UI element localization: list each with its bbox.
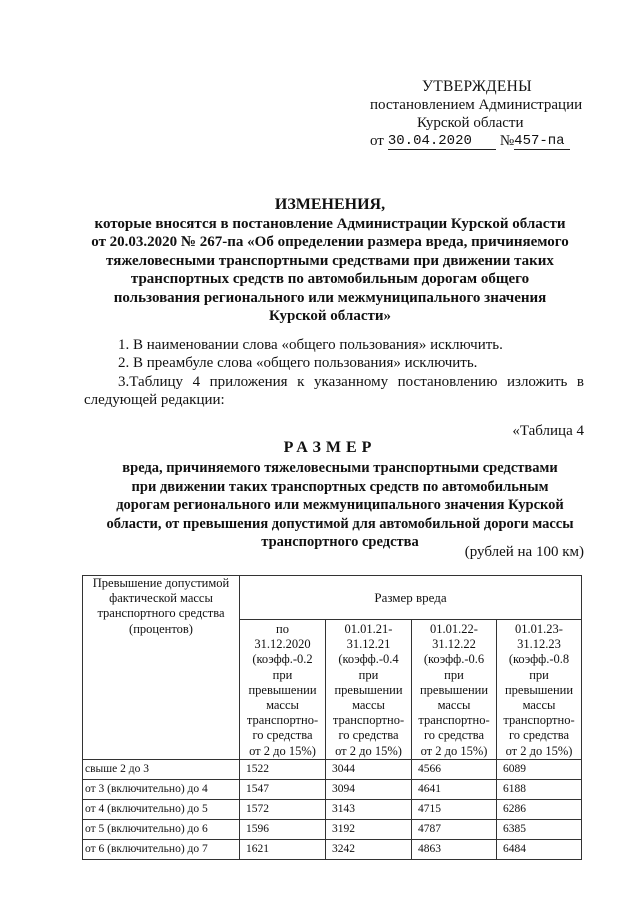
approval-block bbox=[370, 78, 590, 150]
cell-value: 1572 bbox=[240, 799, 326, 819]
cell-value: 3044 bbox=[326, 759, 412, 779]
cell-value: 4787 bbox=[412, 819, 497, 839]
period-header-3: 01.01.22- 31.12.22 (коэфф.-0.6 при превышении массы транспортно- го средства от 2 до 15%) bbox=[412, 620, 497, 760]
cell-value: 3242 bbox=[326, 839, 412, 859]
header-row bbox=[83, 576, 582, 620]
approval-title: УТВЕРЖДЕНЫ bbox=[422, 78, 532, 95]
heading-line-2: которые вносятся в постановление Администрации Курской области bbox=[94, 215, 566, 232]
cell-value: 4863 bbox=[412, 839, 497, 859]
table-row bbox=[83, 759, 582, 779]
group-header: Размер вреда bbox=[240, 576, 582, 620]
approval-date-line bbox=[370, 132, 590, 150]
heading-line-6: пользования регионального или межмуниципального значения bbox=[113, 289, 547, 306]
heading-line-1: ИЗМЕНЕНИЯ, bbox=[274, 196, 386, 213]
cell-value: 1547 bbox=[240, 779, 326, 799]
item-3-line-2: следующей редакции: bbox=[84, 392, 225, 408]
item-3-line-1: 3.Таблицу 4 приложения к указанному постановлению изложить в bbox=[118, 374, 584, 390]
row-label: свыше 2 до 3 bbox=[83, 759, 240, 779]
table-subtitle bbox=[95, 459, 585, 552]
period-header-2: 01.01.21- 31.12.21 (коэфф.-0.4 при превышении массы транспортно- го средства от 2 до 15%) bbox=[326, 620, 412, 760]
document-heading bbox=[70, 196, 590, 326]
heading-line-5: транспортных средств по автомобильным дорогам общего bbox=[130, 271, 530, 287]
table-label: «Таблица 4 bbox=[512, 423, 584, 439]
cell-value: 1596 bbox=[240, 819, 326, 839]
cell-value: 6385 bbox=[497, 819, 582, 839]
subtitle-line-5: транспортного средства bbox=[261, 534, 419, 550]
period-header-4: 01.01.23- 31.12.23 (коэфф.-0.8 при превышении массы транспортно- го средства от 2 до 15%) bbox=[497, 620, 582, 760]
cell-value: 4641 bbox=[412, 779, 497, 799]
subtitle-line-4: области, от превышения допустимой для автомобильной дороги массы bbox=[106, 515, 574, 532]
cell-value: 3143 bbox=[326, 799, 412, 819]
cell-value: 3192 bbox=[326, 819, 412, 839]
approval-line-2: Курской области bbox=[417, 115, 524, 131]
item-2: 2. В преамбуле слова «общего пользования» исключить. bbox=[118, 355, 478, 371]
cell-value: 6089 bbox=[497, 759, 582, 779]
razmer-title: РАЗМЕР bbox=[283, 439, 377, 456]
table-row bbox=[83, 799, 582, 819]
cell-value: 6484 bbox=[497, 839, 582, 859]
heading-line-4: тяжеловесными транспортными средствами при движении таких bbox=[106, 252, 554, 269]
heading-line-3: от 20.03.2020 № 267-па «Об определении размера вреда, причиняемого bbox=[91, 234, 569, 250]
approval-line-1: постановлением Администрации bbox=[370, 97, 583, 113]
cell-value: 3094 bbox=[326, 779, 412, 799]
row-label: от 4 (включительно) до 5 bbox=[83, 799, 240, 819]
row-label: от 5 (включительно) до 6 bbox=[83, 819, 240, 839]
row-label: от 6 (включительно) до 7 bbox=[83, 839, 240, 859]
table-row bbox=[83, 819, 582, 839]
approval-number: 457-па bbox=[514, 133, 570, 150]
subtitle-line-1: вреда, причиняемого тяжеловесными транспортными средствами bbox=[122, 460, 558, 476]
cell-value: 1522 bbox=[240, 759, 326, 779]
item-1: 1. В наименовании слова «общего пользования» исключить. bbox=[118, 337, 503, 353]
row-label: от 3 (включительно) до 4 bbox=[83, 779, 240, 799]
cell-value: 6188 bbox=[497, 779, 582, 799]
cell-value: 1621 bbox=[240, 839, 326, 859]
subtitle-line-3: дорогам регионального или межмуниципального значения Курской bbox=[116, 497, 564, 513]
approval-date: 30.04.2020 bbox=[388, 133, 496, 150]
period-header-1: по 31.12.2020 (коэфф.-0.2 при превышении массы транспортно- го средства от 2 до 15%) bbox=[240, 620, 326, 760]
harm-table bbox=[82, 575, 582, 860]
unit-note: (рублей на 100 км) bbox=[464, 544, 584, 560]
number-prefix: № bbox=[499, 133, 515, 149]
date-prefix: от bbox=[370, 133, 384, 149]
heading-line-7: Курской области» bbox=[268, 308, 392, 324]
table-row bbox=[83, 779, 582, 799]
col-header-excess: Превышение допустимой фактической массы транспортного средства (процентов) bbox=[83, 576, 240, 760]
table-row bbox=[83, 839, 582, 859]
cell-value: 4566 bbox=[412, 759, 497, 779]
cell-value: 4715 bbox=[412, 799, 497, 819]
subtitle-line-2: при движении таких транспортных средств по автомобильным bbox=[131, 478, 549, 495]
cell-value: 6286 bbox=[497, 799, 582, 819]
